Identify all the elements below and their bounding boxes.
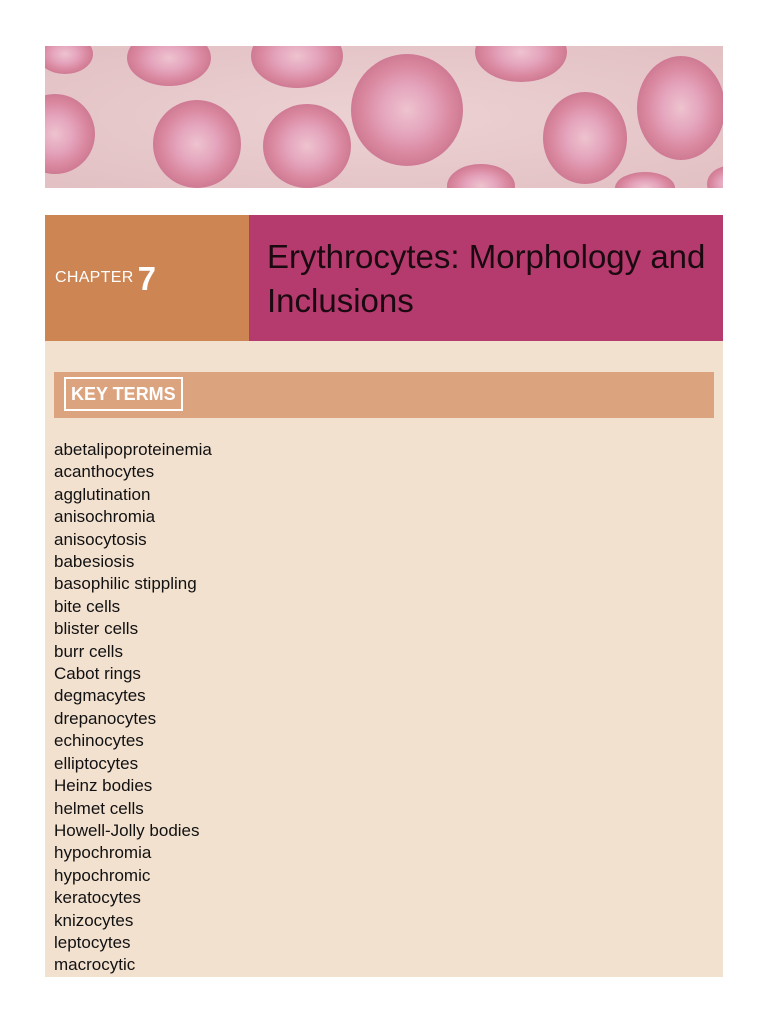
key-term: abetalipoproteinemia bbox=[54, 440, 212, 459]
key-term: hypochromia bbox=[54, 843, 152, 863]
key-term: degmacytes bbox=[54, 686, 146, 706]
key-term: Heinz bodies bbox=[54, 776, 153, 796]
key-term: agglutination bbox=[54, 484, 151, 504]
key-term: macrocytic bbox=[54, 955, 136, 975]
key-term: drepanocytes bbox=[54, 708, 157, 728]
key-terms-heading: KEY TERMS bbox=[64, 377, 183, 411]
chapter-title: Erythrocytes: Morphology and Inclusions bbox=[267, 238, 706, 319]
key-term: Cabot rings bbox=[54, 664, 141, 684]
chapter-number-box bbox=[45, 215, 249, 341]
key-term: burr cells bbox=[54, 641, 123, 661]
chapter-number: 7 bbox=[137, 260, 156, 297]
key-term: elliptocytes bbox=[54, 753, 139, 773]
key-terms-header-bar bbox=[54, 372, 714, 418]
chapter-label: CHAPTER bbox=[55, 269, 134, 286]
key-term: keratocytes bbox=[54, 888, 141, 908]
key-term: bite cells bbox=[54, 596, 121, 616]
key-terms-panel bbox=[45, 341, 723, 977]
key-term: babesiosis bbox=[54, 552, 135, 572]
key-term: Howell-Jolly bodies bbox=[54, 820, 200, 840]
key-terms-list bbox=[54, 439, 212, 977]
key-term: anisochromia bbox=[54, 507, 156, 527]
key-term: leptocytes bbox=[54, 932, 131, 952]
key-term: echinocytes bbox=[54, 731, 144, 751]
key-term: knizocytes bbox=[54, 910, 134, 930]
key-term: acanthocytes bbox=[54, 462, 155, 482]
key-term: basophilic stippling bbox=[54, 574, 197, 594]
key-term: blister cells bbox=[54, 619, 139, 639]
chapter-title-box bbox=[249, 215, 723, 341]
key-term: anisocytosis bbox=[54, 529, 147, 549]
key-term: hypochromic bbox=[54, 865, 151, 885]
key-term: helmet cells bbox=[54, 798, 144, 818]
red-blood-cells-banner-image bbox=[45, 46, 723, 188]
